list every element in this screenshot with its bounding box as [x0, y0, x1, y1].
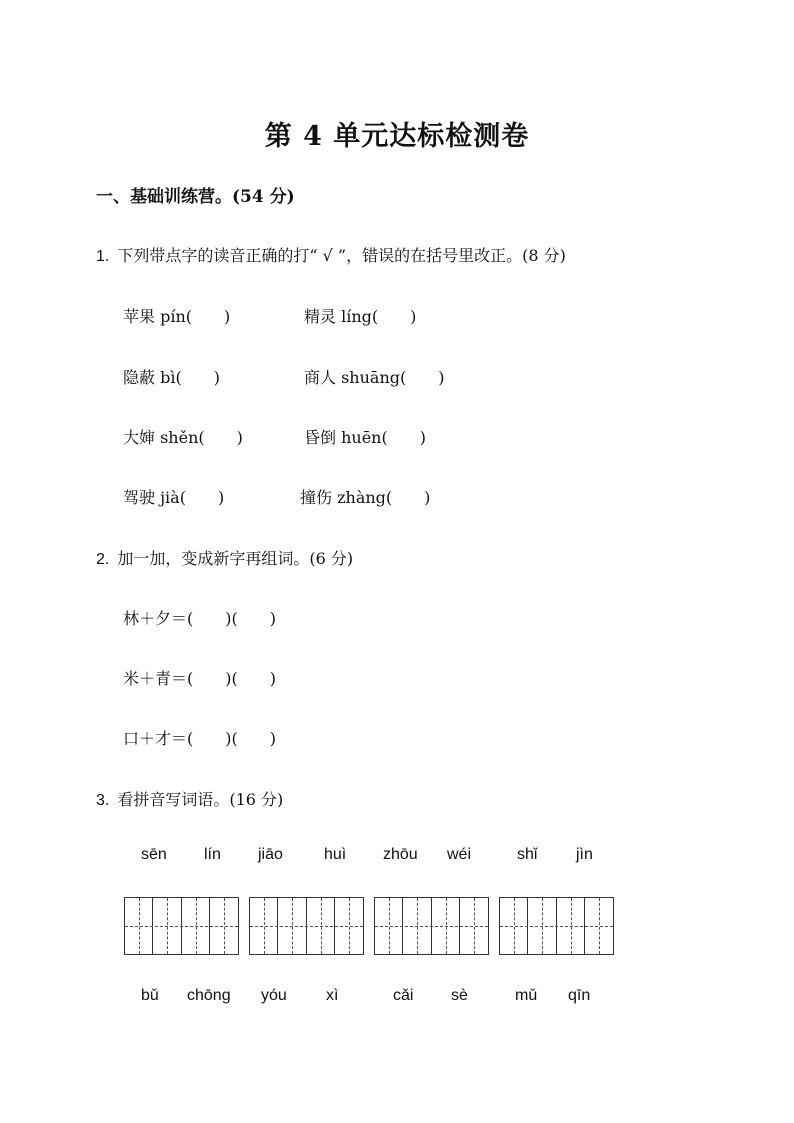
pinyin-syllable: chōng: [187, 987, 231, 1004]
grid-guide-line: [474, 898, 475, 954]
question-text: 下列带点字的读音正确的打“ √ ”，错误的在括号里改正。(8 分): [117, 246, 566, 265]
pinyin-syllable: wéi: [447, 846, 472, 863]
grid-guide-line: [389, 898, 390, 954]
writing-grid[interactable]: [249, 897, 364, 955]
pinyin-syllable: zhōu: [383, 846, 418, 863]
grid-guide-line: [571, 898, 572, 954]
answer-item: 商人 shuāng( ): [304, 368, 445, 387]
answer-item: 撞伤 zhàng( ): [300, 488, 431, 507]
pinyin-syllable: xì: [326, 987, 339, 1004]
pinyin-syllable: qīn: [568, 987, 591, 1004]
question-3: [96, 787, 283, 810]
pinyin-syllable: jiāo: [258, 846, 283, 863]
answer-item: 精灵 líng( ): [304, 307, 417, 326]
grid-guide-line: [514, 898, 515, 954]
grid-guide-line: [349, 898, 350, 954]
answer-item: 苹果 pín( ): [123, 307, 231, 326]
pinyin-syllable: sēn: [141, 846, 167, 863]
grid-guide-line: [417, 898, 418, 954]
answer-item: 口＋才＝( )( ): [123, 729, 276, 748]
question-text: 看拼音写词语。(16 分): [117, 790, 284, 809]
grid-guide-line: [224, 898, 225, 954]
grid-guide-line: [599, 898, 600, 954]
pinyin-syllable: sè: [451, 987, 468, 1004]
section-heading: 一、基础训练营。(54 分): [96, 187, 295, 207]
grid-guide-line: [167, 898, 168, 954]
answer-item: 米＋青＝( )( ): [123, 669, 276, 688]
pinyin-syllable: lín: [204, 846, 221, 863]
writing-grid[interactable]: [374, 897, 489, 955]
grid-guide-line: [139, 898, 140, 954]
question-1: [96, 243, 566, 266]
grid-guide-line: [446, 898, 447, 954]
grid-guide-line: [196, 898, 197, 954]
writing-grid[interactable]: [499, 897, 614, 955]
pinyin-syllable: shǐ: [517, 846, 538, 863]
question-number: 1.: [96, 248, 110, 265]
answer-item: 隐蔽 bì( ): [123, 368, 220, 387]
pinyin-syllable: jìn: [576, 846, 593, 863]
answer-item: 昏倒 huēn( ): [304, 428, 426, 447]
pinyin-syllable: cǎi: [393, 987, 414, 1004]
answer-item: 驾驶 jià( ): [123, 488, 225, 507]
answer-item: 林＋夕＝( )( ): [123, 609, 276, 628]
pinyin-syllable: yóu: [261, 987, 287, 1004]
grid-guide-line: [292, 898, 293, 954]
question-text: 加一加，变成新字再组词。(6 分): [117, 549, 354, 568]
writing-grid[interactable]: [124, 897, 239, 955]
question-2: [96, 546, 353, 569]
grid-guide-line: [321, 898, 322, 954]
grid-guide-line: [542, 898, 543, 954]
question-number: 3.: [96, 792, 110, 809]
page-title: 第 4 单元达标检测卷: [264, 121, 530, 152]
answer-item: 大婶 shěn( ): [123, 428, 243, 447]
pinyin-syllable: huì: [324, 846, 347, 863]
question-number: 2.: [96, 551, 110, 568]
pinyin-syllable: mǔ: [515, 987, 538, 1004]
grid-guide-line: [264, 898, 265, 954]
pinyin-syllable: bǔ: [141, 987, 159, 1004]
